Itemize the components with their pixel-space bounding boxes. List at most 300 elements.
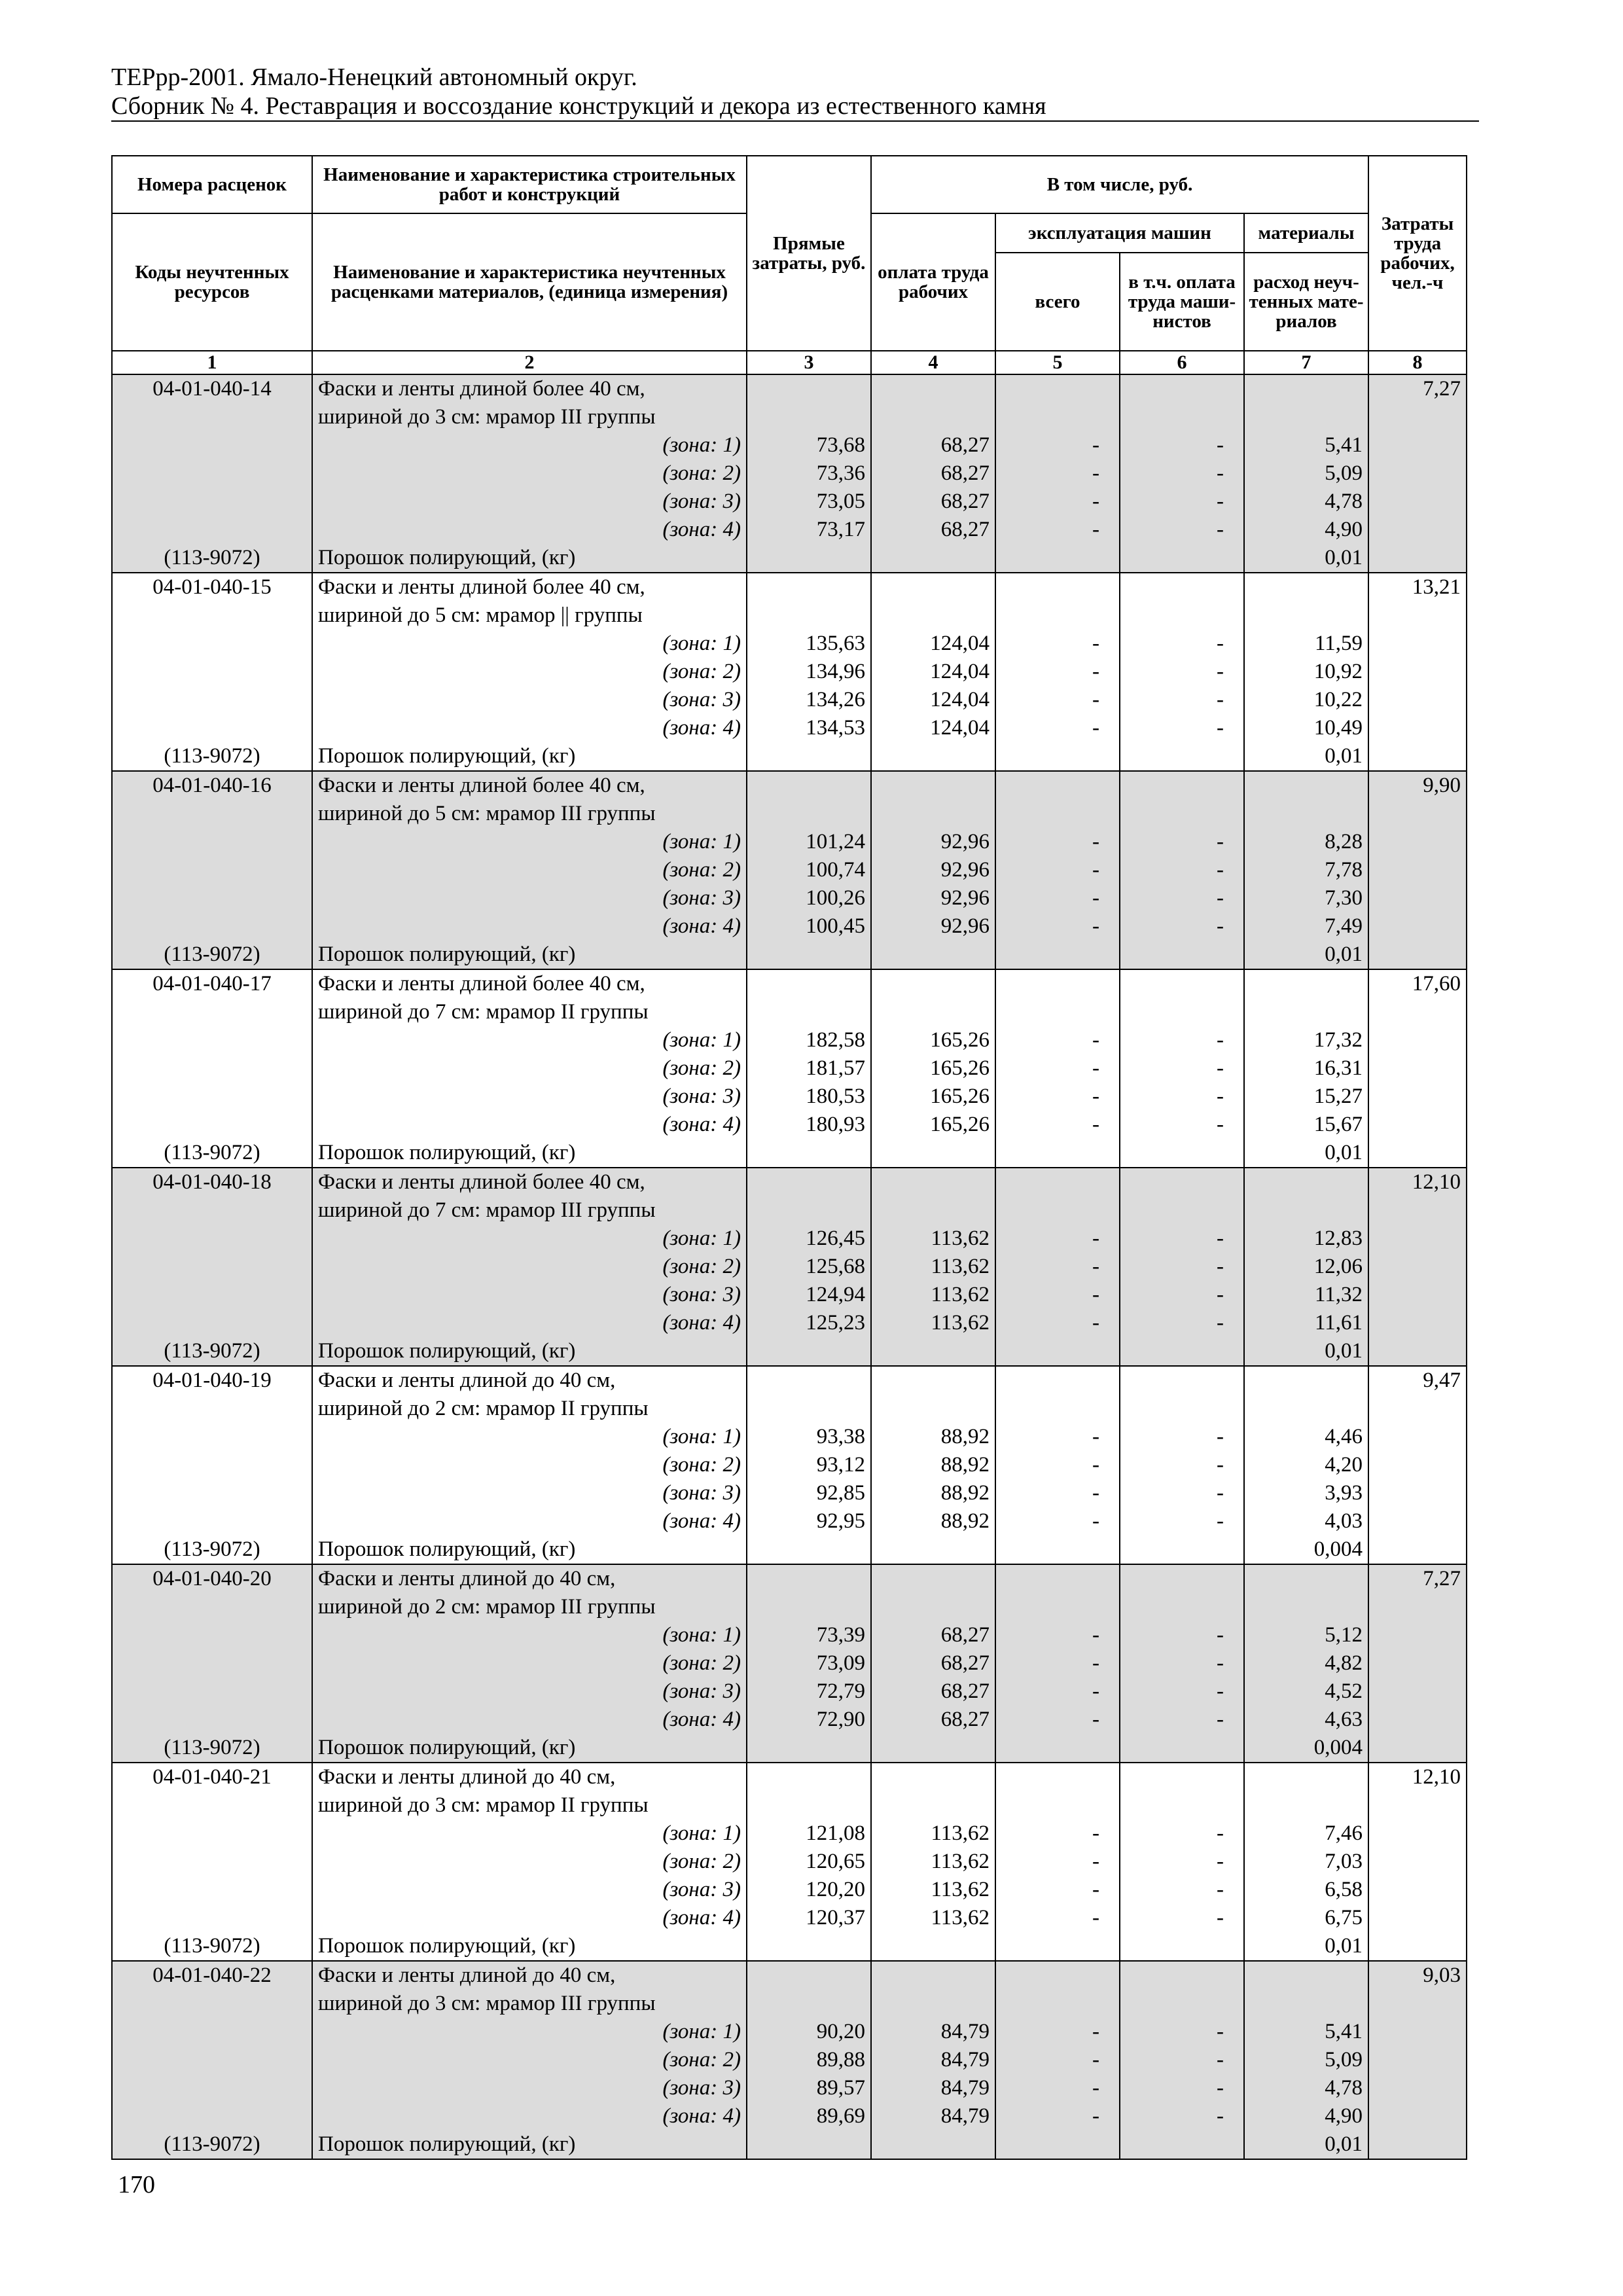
- empty-cell: [871, 1168, 995, 1196]
- rate-row-continued: [112, 1593, 1467, 1621]
- zone-label: (зона: 1): [312, 1621, 747, 1649]
- machinist-pay: -: [1120, 1706, 1244, 1734]
- empty-cell: [112, 1677, 312, 1706]
- empty-cell: [871, 1932, 995, 1961]
- resource-code: (113-9072): [112, 941, 312, 969]
- document-title: ТЕРрр-2001. Ямало-Ненецкий автономный округ.: [111, 63, 637, 91]
- empty-cell: [112, 1451, 312, 1479]
- empty-cell: [112, 1621, 312, 1649]
- rate-code: 04-01-040-18: [112, 1168, 312, 1196]
- empty-cell: [112, 1593, 312, 1621]
- direct-costs: 90,20: [747, 2018, 871, 2046]
- labor-pay: 68,27: [871, 1621, 995, 1649]
- resource-row: [112, 1337, 1467, 1366]
- resource-name: Порошок полирующий, (кг): [312, 1139, 747, 1168]
- zone-row: [112, 912, 1467, 941]
- materials-cost: 4,90: [1244, 516, 1368, 544]
- machine-total: -: [995, 1904, 1120, 1932]
- labor-hours: 17,60: [1368, 969, 1467, 998]
- empty-cell: [112, 630, 312, 658]
- labor-pay: 68,27: [871, 1677, 995, 1706]
- zone-label: (зона: 1): [312, 431, 747, 459]
- empty-cell: [1368, 1932, 1467, 1961]
- empty-cell: [112, 1479, 312, 1507]
- col-unaccounted-materials-header: расход неуч-тенных мате-риалов: [1244, 253, 1368, 351]
- empty-cell: [112, 2074, 312, 2102]
- empty-cell: [995, 1763, 1120, 1791]
- machinist-pay: -: [1120, 686, 1244, 714]
- empty-cell: [112, 1083, 312, 1111]
- machinist-pay: -: [1120, 2074, 1244, 2102]
- empty-cell: [1120, 1961, 1244, 1990]
- work-description: шириной до 5 см: мрамор III группы: [312, 800, 747, 828]
- labor-hours: 13,21: [1368, 573, 1467, 601]
- zone-label: (зона: 1): [312, 1423, 747, 1451]
- zone-row: [112, 1848, 1467, 1876]
- empty-cell: [1368, 714, 1467, 742]
- machinist-pay: -: [1120, 516, 1244, 544]
- empty-cell: [1368, 1479, 1467, 1507]
- table-header: [112, 156, 1467, 374]
- materials-cost: 7,03: [1244, 1848, 1368, 1876]
- direct-costs: 120,65: [747, 1848, 871, 1876]
- empty-cell: [1368, 2102, 1467, 2130]
- direct-costs: 89,69: [747, 2102, 871, 2130]
- col-labor-hours-header: Затраты труда рабочих, чел.-ч: [1368, 156, 1467, 351]
- resource-name: Порошок полирующий, (кг): [312, 1337, 747, 1366]
- collection-title: Сборник № 4. Реставрация и воссоздание конструкций и декора из естественного камня: [111, 92, 1479, 122]
- zone-row: [112, 459, 1467, 488]
- empty-cell: [1120, 2130, 1244, 2159]
- empty-cell: [112, 1281, 312, 1309]
- machinist-pay: -: [1120, 1083, 1244, 1111]
- empty-cell: [747, 1337, 871, 1366]
- empty-cell: [747, 1196, 871, 1225]
- direct-costs: 89,88: [747, 2046, 871, 2074]
- direct-costs: 125,68: [747, 1253, 871, 1281]
- empty-cell: [995, 573, 1120, 601]
- machine-total: -: [995, 1649, 1120, 1677]
- machinist-pay: -: [1120, 1649, 1244, 1677]
- labor-pay: 113,62: [871, 1820, 995, 1848]
- labor-pay: 88,92: [871, 1479, 995, 1507]
- empty-cell: [1368, 1734, 1467, 1763]
- rate-code: 04-01-040-15: [112, 573, 312, 601]
- rate-code: 04-01-040-19: [112, 1366, 312, 1395]
- page-number: 170: [118, 2171, 155, 2198]
- empty-cell: [112, 1054, 312, 1083]
- labor-pay: 165,26: [871, 1026, 995, 1054]
- labor-pay: 88,92: [871, 1507, 995, 1535]
- empty-cell: [1120, 941, 1244, 969]
- column-number: 2: [312, 351, 747, 374]
- machinist-pay: -: [1120, 1423, 1244, 1451]
- zone-label: (зона: 4): [312, 714, 747, 742]
- materials-cost: 7,78: [1244, 856, 1368, 884]
- empty-cell: [1368, 1253, 1467, 1281]
- machinist-pay: -: [1120, 431, 1244, 459]
- empty-cell: [995, 601, 1120, 630]
- empty-cell: [995, 1535, 1120, 1564]
- zone-label: (зона: 2): [312, 1848, 747, 1876]
- empty-cell: [995, 969, 1120, 998]
- zone-label: (зона: 2): [312, 1649, 747, 1677]
- materials-cost: 6,58: [1244, 1876, 1368, 1904]
- labor-pay: 113,62: [871, 1281, 995, 1309]
- empty-cell: [995, 941, 1120, 969]
- materials-cost: 4,03: [1244, 1507, 1368, 1535]
- labor-pay: 68,27: [871, 1706, 995, 1734]
- machine-total: -: [995, 630, 1120, 658]
- rate-row-continued: [112, 1791, 1467, 1820]
- empty-cell: [871, 969, 995, 998]
- resource-row: [112, 1139, 1467, 1168]
- empty-cell: [1244, 1564, 1368, 1593]
- rate-row-continued: [112, 601, 1467, 630]
- materials-cost: 4,78: [1244, 2074, 1368, 2102]
- empty-cell: [1368, 1139, 1467, 1168]
- labor-pay: 84,79: [871, 2102, 995, 2130]
- machine-total: -: [995, 1876, 1120, 1904]
- direct-costs: 93,12: [747, 1451, 871, 1479]
- direct-costs: 73,17: [747, 516, 871, 544]
- empty-cell: [1120, 1593, 1244, 1621]
- rate-code: 04-01-040-21: [112, 1763, 312, 1791]
- zone-label: (зона: 4): [312, 1904, 747, 1932]
- empty-cell: [112, 1904, 312, 1932]
- col-including-header: В том числе, руб.: [871, 156, 1368, 213]
- rate-row: [112, 1961, 1467, 1990]
- zone-label: (зона: 1): [312, 1225, 747, 1253]
- empty-cell: [1368, 1225, 1467, 1253]
- zone-label: (зона: 1): [312, 1026, 747, 1054]
- empty-cell: [1120, 1139, 1244, 1168]
- empty-cell: [112, 1309, 312, 1337]
- empty-cell: [1368, 998, 1467, 1026]
- labor-pay: 113,62: [871, 1309, 995, 1337]
- zone-row: [112, 488, 1467, 516]
- empty-cell: [995, 2130, 1120, 2159]
- rate-row: [112, 1366, 1467, 1395]
- zone-row: [112, 1904, 1467, 1932]
- direct-costs: 92,95: [747, 1507, 871, 1535]
- empty-cell: [871, 601, 995, 630]
- machinist-pay: -: [1120, 1479, 1244, 1507]
- empty-cell: [1244, 800, 1368, 828]
- empty-cell: [112, 1848, 312, 1876]
- resource-name: Порошок полирующий, (кг): [312, 544, 747, 573]
- machine-total: -: [995, 459, 1120, 488]
- machine-total: -: [995, 1083, 1120, 1111]
- work-description: шириной до 7 см: мрамор II группы: [312, 998, 747, 1026]
- materials-cost: 8,28: [1244, 828, 1368, 856]
- direct-costs: 120,20: [747, 1876, 871, 1904]
- work-description: шириной до 3 см: мрамор II группы: [312, 1791, 747, 1820]
- column-number: 4: [871, 351, 995, 374]
- rate-row: [112, 1564, 1467, 1593]
- zone-row: [112, 2102, 1467, 2130]
- empty-cell: [1368, 630, 1467, 658]
- labor-hours: 12,10: [1368, 1168, 1467, 1196]
- empty-cell: [112, 1876, 312, 1904]
- empty-cell: [1368, 1507, 1467, 1535]
- rate-row: [112, 1763, 1467, 1791]
- labor-pay: 68,27: [871, 488, 995, 516]
- work-description: Фаски и ленты длиной до 40 см,: [312, 1763, 747, 1791]
- labor-pay: 84,79: [871, 2046, 995, 2074]
- empty-cell: [1244, 601, 1368, 630]
- machine-total: -: [995, 2018, 1120, 2046]
- empty-cell: [1368, 1337, 1467, 1366]
- resource-name: Порошок полирующий, (кг): [312, 742, 747, 771]
- empty-cell: [1368, 1593, 1467, 1621]
- empty-cell: [1120, 1932, 1244, 1961]
- labor-hours: 7,27: [1368, 1564, 1467, 1593]
- empty-cell: [112, 601, 312, 630]
- zone-label: (зона: 1): [312, 828, 747, 856]
- zone-row: [112, 856, 1467, 884]
- direct-costs: 134,26: [747, 686, 871, 714]
- materials-cost: 10,49: [1244, 714, 1368, 742]
- empty-cell: [747, 1763, 871, 1791]
- column-number: 3: [747, 351, 871, 374]
- zone-row: [112, 1507, 1467, 1535]
- materials-cost: 4,90: [1244, 2102, 1368, 2130]
- machine-total: -: [995, 1479, 1120, 1507]
- empty-cell: [1368, 1196, 1467, 1225]
- empty-cell: [871, 1990, 995, 2018]
- empty-cell: [747, 1990, 871, 2018]
- zone-row: [112, 884, 1467, 912]
- rate-row-continued: [112, 1395, 1467, 1423]
- rate-row-continued: [112, 403, 1467, 431]
- empty-cell: [747, 742, 871, 771]
- zone-label: (зона: 4): [312, 1309, 747, 1337]
- zone-label: (зона: 3): [312, 2074, 747, 2102]
- empty-cell: [1368, 1649, 1467, 1677]
- direct-costs: 121,08: [747, 1820, 871, 1848]
- machine-total: -: [995, 2102, 1120, 2130]
- machine-total: -: [995, 1281, 1120, 1309]
- materials-cost: 7,46: [1244, 1820, 1368, 1848]
- empty-cell: [747, 1734, 871, 1763]
- empty-cell: [747, 1564, 871, 1593]
- work-description: Фаски и ленты длиной более 40 см,: [312, 573, 747, 601]
- labor-pay: 92,96: [871, 856, 995, 884]
- machine-total: -: [995, 2046, 1120, 2074]
- zone-label: (зона: 3): [312, 1479, 747, 1507]
- empty-cell: [871, 573, 995, 601]
- machine-total: -: [995, 1848, 1120, 1876]
- zone-label: (зона: 1): [312, 2018, 747, 2046]
- empty-cell: [112, 2102, 312, 2130]
- rate-row-continued: [112, 800, 1467, 828]
- labor-pay: 84,79: [871, 2074, 995, 2102]
- zone-row: [112, 1083, 1467, 1111]
- labor-pay: 113,62: [871, 1904, 995, 1932]
- empty-cell: [871, 1196, 995, 1225]
- empty-cell: [1368, 459, 1467, 488]
- empty-cell: [995, 1196, 1120, 1225]
- empty-cell: [871, 1366, 995, 1395]
- column-number: 8: [1368, 351, 1467, 374]
- empty-cell: [112, 1990, 312, 2018]
- empty-cell: [871, 1395, 995, 1423]
- empty-cell: [1120, 1990, 1244, 2018]
- direct-costs: 181,57: [747, 1054, 871, 1083]
- machine-total: -: [995, 1507, 1120, 1535]
- zone-label: (зона: 3): [312, 884, 747, 912]
- rate-row: [112, 969, 1467, 998]
- machinist-pay: -: [1120, 1876, 1244, 1904]
- machinist-pay: -: [1120, 884, 1244, 912]
- materials-cost: 4,78: [1244, 488, 1368, 516]
- machine-total: -: [995, 1677, 1120, 1706]
- machinist-pay: -: [1120, 1054, 1244, 1083]
- empty-cell: [1368, 742, 1467, 771]
- work-description: шириной до 5 см: мрамор || группы: [312, 601, 747, 630]
- zone-label: (зона: 3): [312, 488, 747, 516]
- machine-total: -: [995, 1054, 1120, 1083]
- empty-cell: [112, 884, 312, 912]
- zone-label: (зона: 2): [312, 1451, 747, 1479]
- empty-cell: [1368, 941, 1467, 969]
- empty-cell: [995, 1961, 1120, 1990]
- work-description: Фаски и ленты длиной более 40 см,: [312, 771, 747, 800]
- machine-total: -: [995, 1111, 1120, 1139]
- resource-code: (113-9072): [112, 544, 312, 573]
- zone-label: (зона: 4): [312, 1111, 747, 1139]
- empty-cell: [1244, 1593, 1368, 1621]
- direct-costs: 180,53: [747, 1083, 871, 1111]
- work-description: шириной до 7 см: мрамор III группы: [312, 1196, 747, 1225]
- machinist-pay: -: [1120, 459, 1244, 488]
- empty-cell: [1120, 1168, 1244, 1196]
- empty-cell: [1120, 374, 1244, 403]
- empty-cell: [112, 1706, 312, 1734]
- col-direct-costs-header: Прямые затраты, руб.: [747, 156, 871, 351]
- zone-row: [112, 686, 1467, 714]
- empty-cell: [1244, 573, 1368, 601]
- materials-cost: 11,59: [1244, 630, 1368, 658]
- materials-cost: 4,52: [1244, 1677, 1368, 1706]
- empty-cell: [1120, 1734, 1244, 1763]
- machinist-pay: -: [1120, 1253, 1244, 1281]
- machinist-pay: -: [1120, 1820, 1244, 1848]
- resource-code: (113-9072): [112, 1337, 312, 1366]
- col-machine-operation-header: эксплуатация машин: [995, 213, 1244, 253]
- empty-cell: [1368, 1876, 1467, 1904]
- zone-row: [112, 1281, 1467, 1309]
- machinist-pay: -: [1120, 658, 1244, 686]
- empty-cell: [995, 1564, 1120, 1593]
- empty-cell: [112, 912, 312, 941]
- machinist-pay: -: [1120, 1309, 1244, 1337]
- resource-code: (113-9072): [112, 1734, 312, 1763]
- empty-cell: [112, 658, 312, 686]
- empty-cell: [1120, 998, 1244, 1026]
- empty-cell: [1368, 1904, 1467, 1932]
- zone-row: [112, 2046, 1467, 2074]
- empty-cell: [1120, 601, 1244, 630]
- empty-cell: [112, 800, 312, 828]
- empty-cell: [1244, 998, 1368, 1026]
- empty-cell: [871, 742, 995, 771]
- machine-total: -: [995, 856, 1120, 884]
- empty-cell: [1244, 1763, 1368, 1791]
- labor-pay: 84,79: [871, 2018, 995, 2046]
- direct-costs: 73,68: [747, 431, 871, 459]
- direct-costs: 120,37: [747, 1904, 871, 1932]
- machine-total: -: [995, 488, 1120, 516]
- empty-cell: [995, 998, 1120, 1026]
- zone-row: [112, 1479, 1467, 1507]
- empty-cell: [1120, 1196, 1244, 1225]
- empty-cell: [995, 800, 1120, 828]
- rate-row: [112, 374, 1467, 403]
- labor-pay: 68,27: [871, 1649, 995, 1677]
- zone-row: [112, 1451, 1467, 1479]
- rate-row-continued: [112, 1990, 1467, 2018]
- rate-code: 04-01-040-20: [112, 1564, 312, 1593]
- machinist-pay: -: [1120, 912, 1244, 941]
- machinist-pay: -: [1120, 1507, 1244, 1535]
- machinist-pay: -: [1120, 1026, 1244, 1054]
- empty-cell: [747, 998, 871, 1026]
- empty-cell: [995, 1990, 1120, 2018]
- empty-cell: [112, 431, 312, 459]
- resource-row: [112, 2130, 1467, 2159]
- empty-cell: [1368, 1535, 1467, 1564]
- column-number: 6: [1120, 351, 1244, 374]
- empty-cell: [1244, 1168, 1368, 1196]
- labor-pay: 88,92: [871, 1451, 995, 1479]
- resource-row: [112, 941, 1467, 969]
- empty-cell: [112, 1196, 312, 1225]
- zone-label: (зона: 3): [312, 1677, 747, 1706]
- empty-cell: [747, 1168, 871, 1196]
- empty-cell: [871, 1564, 995, 1593]
- zone-row: [112, 1649, 1467, 1677]
- labor-hours: 9,90: [1368, 771, 1467, 800]
- empty-cell: [112, 1111, 312, 1139]
- col-materials-header: материалы: [1244, 213, 1368, 253]
- empty-cell: [1120, 742, 1244, 771]
- zone-row: [112, 714, 1467, 742]
- empty-cell: [1368, 658, 1467, 686]
- empty-cell: [1368, 601, 1467, 630]
- direct-costs: 100,45: [747, 912, 871, 941]
- labor-pay: 165,26: [871, 1054, 995, 1083]
- empty-cell: [1120, 1763, 1244, 1791]
- empty-cell: [871, 771, 995, 800]
- machinist-pay: -: [1120, 1225, 1244, 1253]
- empty-cell: [1368, 1026, 1467, 1054]
- empty-cell: [1120, 1564, 1244, 1593]
- machinist-pay: -: [1120, 1621, 1244, 1649]
- resource-row: [112, 544, 1467, 573]
- zone-row: [112, 1054, 1467, 1083]
- machinist-pay: -: [1120, 1451, 1244, 1479]
- resource-quantity: 0,01: [1244, 742, 1368, 771]
- empty-cell: [871, 1535, 995, 1564]
- resource-quantity: 0,01: [1244, 1337, 1368, 1366]
- column-number: 5: [995, 351, 1120, 374]
- labor-pay: 92,96: [871, 884, 995, 912]
- empty-cell: [1244, 374, 1368, 403]
- empty-cell: [1368, 1820, 1467, 1848]
- table-body: [112, 374, 1467, 2159]
